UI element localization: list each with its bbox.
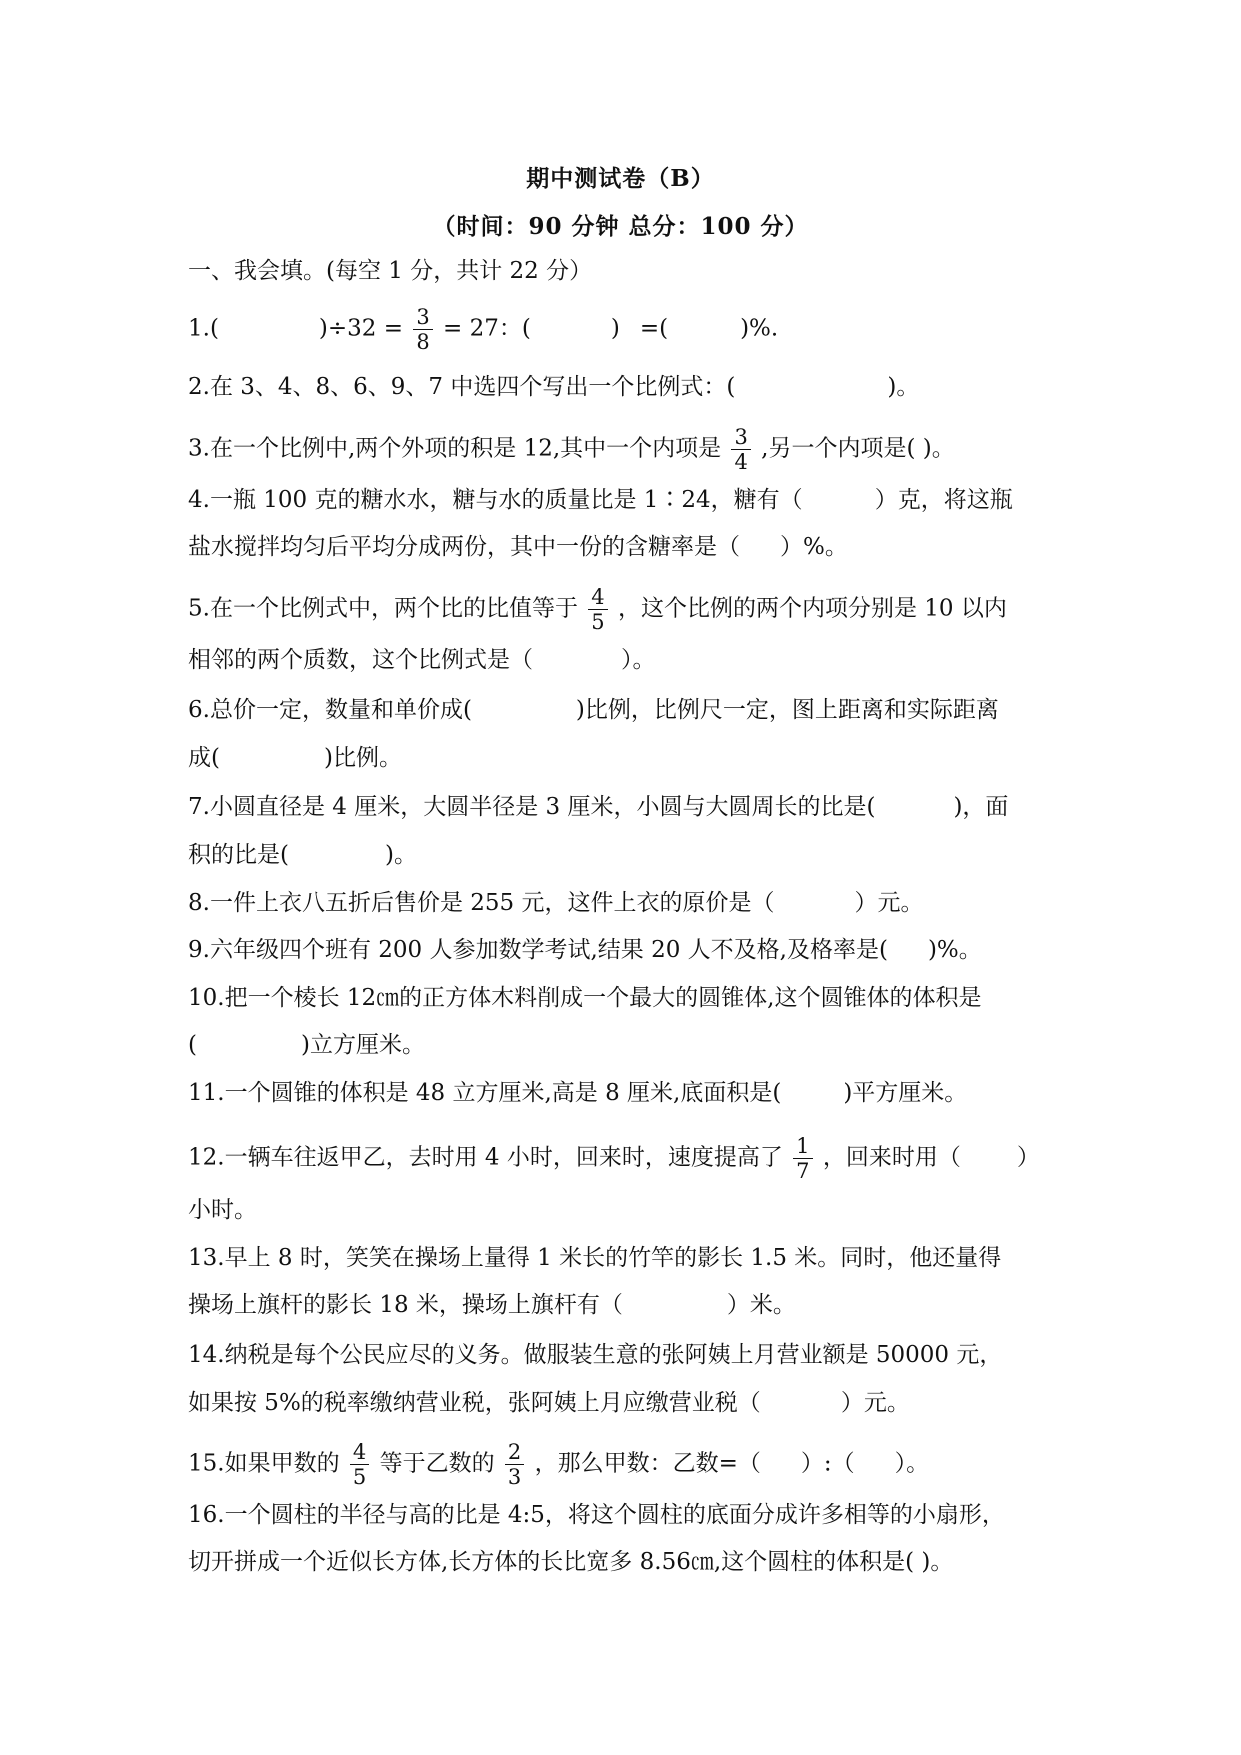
question-6-line-2	[188, 743, 402, 773]
question-14-line-1: 14.纳税是每个公民应尽的义务。做服装生意的张阿姨上月营业额是 50000 元，	[188, 1342, 1003, 1368]
question-10-line-2	[188, 1030, 425, 1060]
q6-text-c: 成(	[188, 745, 220, 771]
q5-text-a: 5.在一个比例式中，两个比的比值等于	[188, 595, 578, 622]
q11-text-a: 11.一个圆锥的体积是 48 立方厘米,高是 8 厘米,底面积是(	[188, 1080, 782, 1106]
q5-text-d: ）。	[621, 647, 656, 673]
q3-fraction	[731, 425, 750, 474]
exam-subtitle: （时间：90 分钟 总分：100 分）	[432, 213, 809, 240]
question-13-line-2	[188, 1290, 796, 1320]
question-8	[188, 888, 923, 918]
question-4-line-1	[188, 485, 1013, 515]
q15-frac1-num: 4	[350, 1440, 369, 1465]
q1-text-e: =(	[639, 315, 669, 342]
question-13-line-1: 13.早上 8 时，笑笑在操场上量得 1 米长的竹竿的影长 1.5 米。同时，他还量得	[188, 1245, 1002, 1271]
q15-text-b: 等于乙数的	[379, 1450, 495, 1477]
q4-text-c: 盐水搅拌均匀后平均分成两份，其中一份的含糖率是（	[188, 534, 740, 560]
question-15	[188, 1440, 929, 1489]
question-5-line-2	[188, 645, 656, 675]
q3-text-a: 3.在一个比例中,两个外项的积是 12,其中一个内项是	[188, 435, 722, 462]
q15-fraction-1	[350, 1440, 369, 1489]
q1-fraction	[413, 305, 432, 354]
q15-frac1-den: 5	[352, 1465, 367, 1489]
q13-text-b: ）米。	[726, 1292, 796, 1318]
q15-frac2-num: 2	[505, 1440, 524, 1465]
q7-text-a: 7.小圆直径是 4 厘米，大圆半径是 3 厘米，小圆与大圆周长的比是(	[188, 794, 876, 820]
question-4-line-2	[188, 532, 848, 562]
q10-text-b: )立方厘米。	[300, 1032, 425, 1058]
q15-text-e: ）。	[894, 1450, 930, 1477]
q3-frac-num: 3	[731, 425, 750, 450]
q12-frac-den: 7	[796, 1159, 810, 1183]
question-12-line-1	[188, 1134, 1040, 1183]
q5-text-c: 相邻的两个质数，这个比例式是（	[188, 647, 533, 673]
q3-frac-den: 4	[734, 450, 748, 474]
q1-text-c: = 27：(	[443, 315, 531, 342]
q4-text-d: ）%。	[780, 534, 848, 560]
q1-text-b: )÷32 =	[318, 315, 404, 342]
question-7-line-1	[188, 792, 1008, 822]
q1-frac-den: 8	[416, 330, 430, 354]
q2-text-b: )。	[887, 374, 920, 400]
q4-text-b: ）克，将这瓶	[874, 487, 1013, 513]
q11-text-b: )平方厘米。	[843, 1080, 968, 1106]
question-16-line-1: 16.一个圆柱的半径与高的比是 4:5，将这个圆柱的底面分成许多相等的小扇形，	[188, 1502, 1005, 1528]
q2-text-a: 2.在 3、4、8、6、9、7 中选四个写出一个比例式：(	[188, 374, 736, 400]
q7-text-d: )。	[384, 842, 417, 868]
q12-frac-num: 1	[793, 1134, 812, 1159]
question-16-line-2: 切开拼成一个近似长方体,长方体的长比宽多 8.56㎝,这个圆柱的体积是( )。	[188, 1549, 954, 1575]
q12-fraction	[793, 1134, 812, 1183]
question-6-line-1	[188, 695, 999, 725]
q15-text-d: ）:（	[800, 1450, 855, 1477]
q6-text-a: 6.总价一定，数量和单价成(	[188, 697, 472, 723]
q12-text-c: ）	[1016, 1144, 1040, 1171]
q5-frac-num: 4	[588, 585, 607, 610]
q5-text-b: ，这个比例的两个内项分别是 10 以内	[617, 595, 1007, 622]
q15-text-c: ，那么甲数：乙数=（	[534, 1450, 761, 1477]
question-12-line-2: 小时。	[188, 1197, 257, 1223]
question-3	[188, 425, 955, 474]
q15-frac2-den: 3	[507, 1465, 522, 1489]
exam-title: 期中测试卷（B）	[526, 165, 715, 192]
q3-text-b: ,另一个内项是( )。	[761, 435, 955, 462]
q8-text-b: ）元。	[854, 890, 924, 916]
q14-text-b: ）元。	[840, 1390, 910, 1416]
question-11	[188, 1078, 967, 1108]
q6-text-d: )比例。	[323, 745, 402, 771]
q5-frac-den: 5	[591, 610, 605, 634]
q1-text-f: )%.	[740, 315, 779, 342]
q6-text-b: )比例，比例尺一定，图上距离和实际距离	[575, 697, 999, 723]
q12-text-b: ，回来时用（	[822, 1144, 961, 1171]
q12-text-a: 12.一辆车往返甲乙，去时用 4 小时，回来时，速度提高了	[188, 1144, 783, 1171]
question-2	[188, 372, 919, 402]
q5-fraction	[588, 585, 607, 634]
question-14-line-2	[188, 1388, 910, 1418]
q7-text-c: 积的比是(	[188, 842, 289, 868]
question-5-line-1	[188, 585, 1007, 634]
q1-text-d: )	[610, 315, 620, 342]
q9-text-a: 9.六年级四个班有 200 人参加数学考试,结果 20 人不及格,及格率是(	[188, 937, 888, 963]
q10-text-a: (	[188, 1032, 197, 1058]
q1-frac-num: 3	[413, 305, 432, 330]
q14-text-a: 如果按 5%的税率缴纳营业税，张阿姨上月应缴营业税（	[188, 1390, 761, 1416]
q8-text-a: 8.一件上衣八五折后售价是 255 元，这件上衣的原价是（	[188, 890, 775, 916]
q1-text-a: 1.(	[188, 315, 219, 342]
q15-text-a: 15.如果甲数的	[188, 1450, 340, 1477]
q7-text-b: )，面	[953, 794, 1009, 820]
question-1	[188, 305, 778, 354]
q4-text-a: 4.一瓶 100 克的糖水水，糖与水的质量比是 1∶24，糖有（	[188, 487, 803, 513]
question-10-line-1: 10.把一个棱长 12㎝的正方体木料削成一个最大的圆锥体,这个圆锥体的体积是	[188, 985, 982, 1011]
q13-text-a: 操场上旗杆的影长 18 米，操场上旗杆有（	[188, 1292, 623, 1318]
q9-text-b: )%。	[927, 937, 982, 963]
question-9	[188, 935, 982, 965]
section-heading: 一、我会填。(每空 1 分，共计 22 分）	[188, 258, 593, 284]
question-7-line-2	[188, 840, 417, 870]
q15-fraction-2	[505, 1440, 524, 1489]
